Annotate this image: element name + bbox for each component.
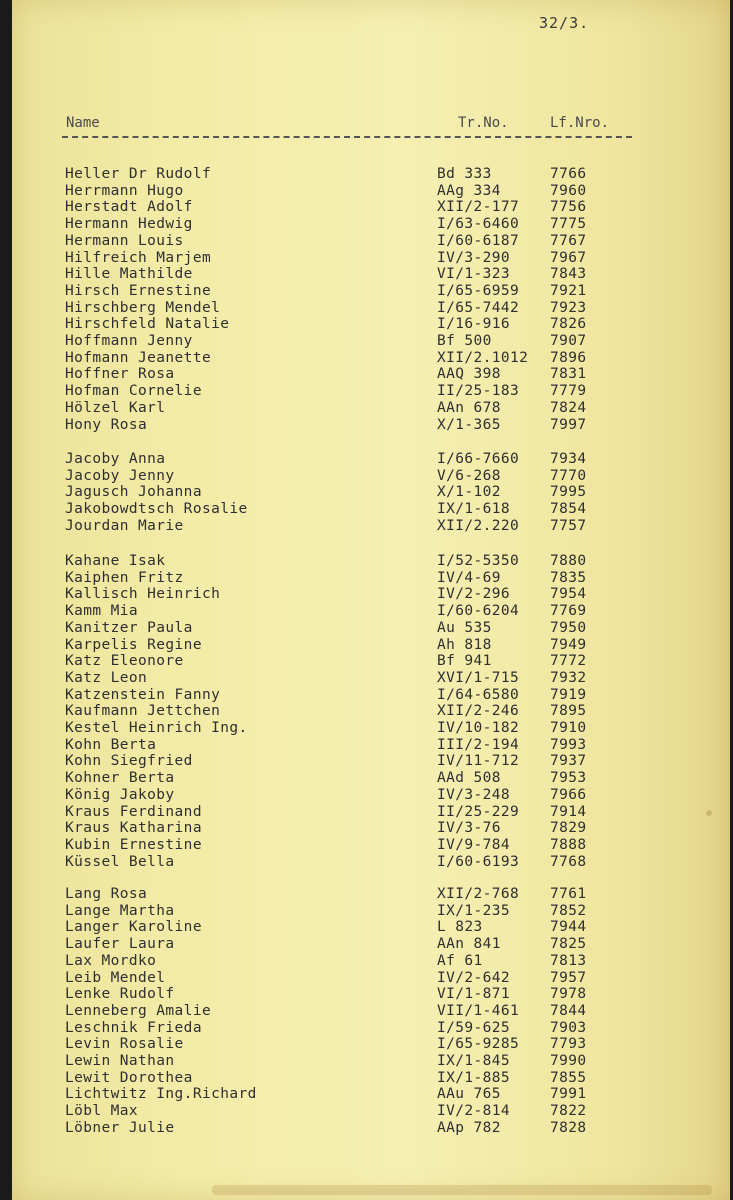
table-row: [12, 300, 652, 317]
table-row: [12, 936, 652, 953]
person-name: Lenneberg Amalie: [65, 1002, 212, 1019]
running-number: 7966: [550, 786, 587, 803]
table-row: [12, 1036, 652, 1053]
person-name: Hirsch Ernestine: [65, 282, 212, 299]
transport-number: IV/3-290: [437, 249, 511, 266]
person-name: Leschnik Frieda: [65, 1019, 202, 1036]
running-number: 7921: [550, 282, 587, 299]
person-name: Kraus Katharina: [65, 820, 202, 837]
running-number: 7903: [550, 1019, 587, 1036]
person-name: Hofmann Jeanette: [65, 349, 212, 366]
running-number: 7852: [550, 902, 587, 919]
running-number: 7949: [550, 636, 587, 653]
running-number: 7880: [550, 553, 587, 569]
table-row: [12, 570, 652, 587]
table-row: [12, 1003, 652, 1020]
table-row: [12, 903, 652, 920]
table-row: [12, 837, 652, 854]
table-row: [12, 250, 652, 267]
running-number: 7822: [550, 1103, 587, 1120]
transport-number: AAn 678: [437, 399, 501, 416]
transport-number: Bf 500: [437, 333, 492, 349]
person-name: Kaufmann Jettchen: [65, 703, 221, 720]
table-row: [12, 820, 652, 837]
person-name: Jakobowdtsch Rosalie: [65, 501, 248, 518]
table-row: [12, 199, 652, 216]
running-number: 7769: [550, 603, 587, 620]
table-row: [12, 216, 652, 233]
running-number: 7990: [550, 1053, 587, 1069]
table-row: [12, 637, 652, 654]
transport-number: Ah 818: [437, 636, 492, 653]
person-name: Löbl Max: [65, 1103, 139, 1120]
person-name: Herstadt Adolf: [65, 199, 193, 216]
transport-number: AAn 841: [437, 936, 501, 953]
running-number: 7767: [550, 232, 587, 249]
table-row: [12, 953, 652, 970]
table-row: [12, 350, 652, 367]
person-name: Leib Mendel: [65, 969, 166, 986]
transport-number: IV/2-296: [437, 586, 511, 603]
table-row: [12, 1020, 652, 1037]
transport-number: VII/1-461: [437, 1002, 520, 1019]
person-name: Hille Mathilde: [65, 266, 193, 283]
paper-stain: [212, 1185, 712, 1195]
person-name: Hofman Cornelie: [65, 383, 202, 400]
person-name: Löbner Julie: [65, 1119, 175, 1136]
transport-number: VI/1-323: [437, 266, 511, 283]
person-name: Hirschfeld Natalie: [65, 316, 230, 333]
transport-number: XII/2.1012: [437, 349, 529, 366]
person-name: Heller Dr Rudolf: [65, 166, 212, 182]
person-name: Jourdan Marie: [65, 517, 184, 534]
header-tr-no: Tr.No.: [458, 115, 509, 131]
table-row: [12, 316, 652, 333]
transport-number: IX/1-235: [437, 902, 511, 919]
table-row: [12, 687, 652, 704]
person-name: Lax Mordko: [65, 952, 157, 969]
transport-number: AAu 765: [437, 1086, 501, 1103]
running-number: 7954: [550, 586, 587, 603]
person-name: Kohn Siegfried: [65, 753, 193, 770]
person-name: Lang Rosa: [65, 886, 148, 902]
person-name: König Jakoby: [65, 786, 175, 803]
running-number: 7813: [550, 952, 587, 969]
table-row: [12, 1070, 652, 1087]
page-number: 32/3.: [539, 14, 590, 32]
running-number: 7991: [550, 1086, 587, 1103]
running-number: 7770: [550, 467, 587, 484]
transport-number: I/65-7442: [437, 299, 520, 316]
table-row: [12, 266, 652, 283]
transport-number: II/25-229: [437, 803, 520, 820]
person-name: Kestel Heinrich Ing.: [65, 720, 248, 736]
person-name: Kahane Isak: [65, 553, 166, 569]
table-row: [12, 233, 652, 250]
table-row: [12, 1086, 652, 1103]
person-name: Kohner Berta: [65, 770, 175, 787]
running-number: 7831: [550, 366, 587, 383]
table-row: [12, 383, 652, 400]
person-name: Hermann Louis: [65, 232, 184, 249]
running-number: 7960: [550, 182, 587, 199]
person-name: Katzenstein Fanny: [65, 686, 221, 703]
transport-number: IX/1-845: [437, 1053, 511, 1069]
transport-number: II/25-183: [437, 383, 520, 400]
person-name: Küssel Bella: [65, 853, 175, 870]
running-number: 7923: [550, 299, 587, 316]
person-name: Hoffner Rosa: [65, 366, 175, 383]
person-name: Hony Rosa: [65, 416, 148, 433]
running-number: 7756: [550, 199, 587, 216]
transport-number: AAQ 398: [437, 366, 501, 383]
table-row: [12, 787, 652, 804]
table-row: [12, 366, 652, 383]
transport-number: Af 61: [437, 952, 483, 969]
table-row: [12, 586, 652, 603]
transport-number: I/16-916: [437, 316, 511, 333]
transport-number: AAp 782: [437, 1119, 501, 1136]
person-name: Kubin Ernestine: [65, 836, 202, 853]
person-name: Jagusch Johanna: [65, 484, 202, 501]
person-name: Herrmann Hugo: [65, 182, 184, 199]
transport-number: V/6-268: [437, 467, 501, 484]
transport-number: IX/1-618: [437, 501, 511, 518]
transport-number: IV/2-642: [437, 969, 511, 986]
table-row: [12, 166, 652, 183]
table-row: [12, 603, 652, 620]
person-name: Katz Eleonore: [65, 653, 184, 670]
running-number: 7768: [550, 853, 587, 870]
table-row: [12, 854, 652, 871]
running-number: 7937: [550, 753, 587, 770]
running-number: 7793: [550, 1036, 587, 1053]
table-row: [12, 553, 652, 570]
paper-stain: [706, 810, 712, 816]
running-number: 7772: [550, 653, 587, 670]
running-number: 7895: [550, 703, 587, 720]
running-number: 7825: [550, 936, 587, 953]
table-row: [12, 501, 652, 518]
running-number: 7950: [550, 619, 587, 636]
transport-number: I/60-6187: [437, 232, 520, 249]
transport-number: I/52-5350: [437, 553, 520, 569]
running-number: 7826: [550, 316, 587, 333]
table-row: [12, 986, 652, 1003]
running-number: 7896: [550, 349, 587, 366]
person-name: Kanitzer Paula: [65, 619, 193, 636]
running-number: 7888: [550, 836, 587, 853]
running-number: 7934: [550, 451, 587, 467]
running-number: 7910: [550, 720, 587, 736]
transport-number: IV/2-814: [437, 1103, 511, 1120]
person-name: Kohn Berta: [65, 736, 157, 753]
table-row: [12, 703, 652, 720]
running-number: 7907: [550, 333, 587, 349]
person-name: Jacoby Jenny: [65, 467, 175, 484]
transport-number: I/60-6204: [437, 603, 520, 620]
table-row: [12, 400, 652, 417]
transport-number: IV/3-76: [437, 820, 501, 837]
person-name: Langer Karoline: [65, 919, 202, 936]
transport-number: XII/2.220: [437, 517, 520, 534]
table-row: [12, 770, 652, 787]
person-name: Lewit Dorothea: [65, 1069, 193, 1086]
table-row: [12, 919, 652, 936]
table-row: [12, 804, 652, 821]
transport-number: IX/1-885: [437, 1069, 511, 1086]
transport-number: IV/3-248: [437, 786, 511, 803]
running-number: 7828: [550, 1119, 587, 1136]
person-name: Katz Leon: [65, 669, 148, 686]
transport-number: X/1-102: [437, 484, 501, 501]
running-number: 7914: [550, 803, 587, 820]
table-row: [12, 451, 652, 468]
person-name: Jacoby Anna: [65, 451, 166, 467]
running-number: 7957: [550, 969, 587, 986]
transport-number: I/59-625: [437, 1019, 511, 1036]
header-divider: [62, 136, 632, 138]
transport-number: Bf 941: [437, 653, 492, 670]
running-number: 7844: [550, 1002, 587, 1019]
person-name: Kallisch Heinrich: [65, 586, 221, 603]
person-name: Hirschberg Mendel: [65, 299, 221, 316]
transport-number: Au 535: [437, 619, 492, 636]
running-number: 7953: [550, 770, 587, 787]
person-name: Hölzel Karl: [65, 399, 166, 416]
transport-number: IV/9-784: [437, 836, 511, 853]
person-name: Lichtwitz Ing.Richard: [65, 1086, 257, 1103]
person-name: Lewin Nathan: [65, 1053, 175, 1069]
table-row: [12, 1120, 652, 1137]
running-number: 7967: [550, 249, 587, 266]
table-row: [12, 1103, 652, 1120]
table-row: [12, 720, 652, 737]
running-number: 7854: [550, 501, 587, 518]
transport-number: XII/2-246: [437, 703, 520, 720]
transport-number: I/65-9285: [437, 1036, 520, 1053]
running-number: 7766: [550, 166, 587, 182]
header-name: Name: [66, 115, 100, 131]
person-name: Hoffmann Jenny: [65, 333, 193, 349]
transport-number: I/65-6959: [437, 282, 520, 299]
table-row: [12, 653, 652, 670]
table-row: [12, 620, 652, 637]
table-row: [12, 970, 652, 987]
running-number: 7978: [550, 986, 587, 1003]
transport-number: IV/10-182: [437, 720, 520, 736]
table-row: [12, 737, 652, 754]
person-name: Lenke Rudolf: [65, 986, 175, 1003]
person-name: Hilfreich Marjem: [65, 249, 212, 266]
running-number: 7779: [550, 383, 587, 400]
transport-number: VI/1-871: [437, 986, 511, 1003]
table-row: [12, 484, 652, 501]
table-row: [12, 753, 652, 770]
transport-number: X/1-365: [437, 416, 501, 433]
running-number: 7855: [550, 1069, 587, 1086]
table-row: [12, 518, 652, 535]
transport-number: AAd 508: [437, 770, 501, 787]
running-number: 7944: [550, 919, 587, 936]
transport-number: III/2-194: [437, 736, 520, 753]
table-row: [12, 468, 652, 485]
person-name: Lange Martha: [65, 902, 175, 919]
running-number: 7843: [550, 266, 587, 283]
transport-number: XII/2-177: [437, 199, 520, 216]
person-name: Levin Rosalie: [65, 1036, 184, 1053]
person-name: Karpelis Regine: [65, 636, 202, 653]
person-name: Laufer Laura: [65, 936, 175, 953]
running-number: 7761: [550, 886, 587, 902]
table-row: [12, 886, 652, 903]
person-name: Kaiphen Fritz: [65, 569, 184, 586]
running-number: 7775: [550, 216, 587, 233]
table-row: [12, 183, 652, 200]
person-name: Kamm Mia: [65, 603, 139, 620]
running-number: 7997: [550, 416, 587, 433]
running-number: 7995: [550, 484, 587, 501]
table-row: [12, 417, 652, 434]
running-number: 7824: [550, 399, 587, 416]
transport-number: XVI/1-715: [437, 669, 520, 686]
running-number: 7835: [550, 569, 587, 586]
transport-number: I/66-7660: [437, 451, 520, 467]
transport-number: Bd 333: [437, 166, 492, 182]
running-number: 7829: [550, 820, 587, 837]
transport-number: IV/11-712: [437, 753, 520, 770]
transport-number: IV/4-69: [437, 569, 501, 586]
transport-number: AAg 334: [437, 182, 501, 199]
table-row: [12, 1053, 652, 1070]
person-name: Kraus Ferdinand: [65, 803, 202, 820]
transport-number: I/63-6460: [437, 216, 520, 233]
transport-number: L 823: [437, 919, 483, 936]
transport-number: I/60-6193: [437, 853, 520, 870]
table-row: [12, 670, 652, 687]
running-number: 7757: [550, 517, 587, 534]
transport-number: I/64-6580: [437, 686, 520, 703]
table-row: [12, 283, 652, 300]
document-sheet: [12, 0, 730, 1200]
transport-number: XII/2-768: [437, 886, 520, 902]
running-number: 7932: [550, 669, 587, 686]
running-number: 7993: [550, 736, 587, 753]
running-number: 7919: [550, 686, 587, 703]
table-row: [12, 333, 652, 350]
person-name: Hermann Hedwig: [65, 216, 193, 233]
header-lf-nr: Lf.Nro.: [550, 115, 610, 131]
